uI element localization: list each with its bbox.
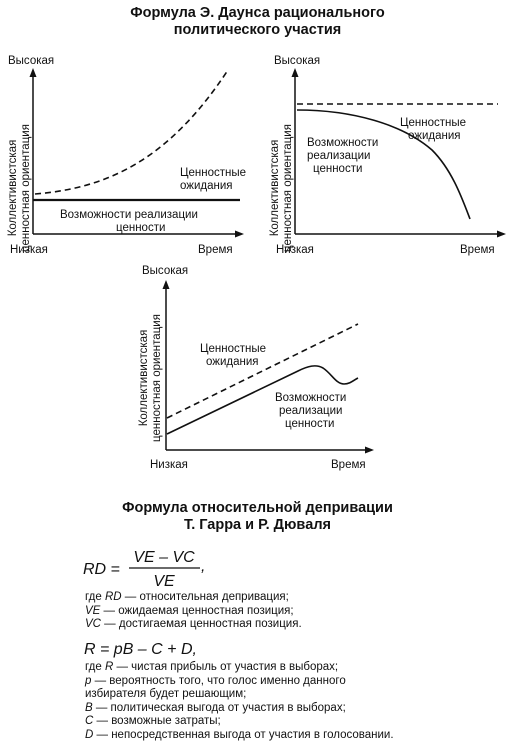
rd-legend-var: RD — [104, 591, 122, 603]
r-legend-var: D — [85, 728, 94, 741]
rd-formula-denominator: VE — [153, 573, 175, 590]
r-legend-var: p — [85, 674, 92, 687]
r-legend-line — [85, 715, 394, 729]
y-axis-title — [269, 124, 294, 252]
rd-legend-text: — достигаемая ценностная позиция. — [100, 618, 302, 631]
r-legend-text: избирателя будет решающим; — [85, 688, 247, 701]
r-legend — [85, 661, 394, 743]
y-axis-arrow — [163, 280, 170, 289]
r-legend-text: — возможные затраты; — [93, 715, 221, 728]
expectations-label-line2: ожидания — [180, 180, 233, 192]
y-axis-title-line1: Коллективистская — [7, 139, 19, 237]
y-axis-title-line2: ценностная ориентация — [282, 124, 294, 252]
possibilities-label-line1: Возможности — [307, 137, 379, 149]
gurr-title — [0, 500, 515, 534]
r-legend-line — [85, 688, 394, 702]
y-axis-title-line2: ценностная ориентация — [151, 314, 163, 442]
expectations-label-line1: Ценностные — [200, 343, 267, 355]
rd-formula-comma: , — [201, 558, 206, 575]
x-axis-low-label: Низкая — [10, 244, 48, 256]
rd-legend-line — [85, 605, 302, 619]
r-legend-var: R — [104, 661, 114, 673]
rd-legend — [85, 591, 302, 632]
x-axis-low-label: Низкая — [276, 244, 314, 256]
x-axis-time-label: Время — [460, 244, 495, 256]
x-axis-arrow — [235, 231, 244, 238]
r-legend-text: — политическая выгода от участия в выборах; — [92, 701, 346, 714]
chart-2 — [262, 48, 515, 258]
r-legend-var: B — [85, 701, 93, 714]
possibilities-label-line3: ценности — [285, 418, 335, 430]
possibilities-label-line2: реализации — [307, 150, 371, 162]
possibilities-label-line1: Возможности реализации — [60, 209, 198, 221]
rd-legend-text: — относительная депривация; — [121, 591, 289, 603]
expectations-label-line2: ожидания — [206, 356, 259, 368]
y-axis-title-line1: Коллективистская — [138, 329, 150, 427]
rd-legend-line — [85, 591, 302, 605]
y-axis-title — [7, 124, 32, 252]
downs-title-line2: политического участия — [173, 22, 342, 38]
x-axis-time-label: Время — [331, 459, 366, 471]
x-axis-arrow — [497, 231, 506, 238]
expectations-label-line2: ожидания — [408, 130, 461, 142]
rd-formula-lhs: RD = — [83, 561, 120, 578]
downs-title-line1: Формула Э. Даунса рационального — [130, 5, 385, 21]
y-axis-title-line2: ценностная ориентация — [20, 124, 32, 252]
rd-legend-text: — ожидаемая ценностная позиция; — [100, 604, 294, 617]
r-legend-text: — чистая прибыль от участия в выборах; — [113, 661, 339, 673]
r-legend-var: C — [85, 715, 94, 728]
y-axis-high-label: Высокая — [142, 265, 189, 277]
downs-title — [0, 5, 515, 39]
possibilities-label-line1: Возможности — [275, 392, 347, 404]
r-legend-text: — непосредственная выгода от участия в голосовании. — [93, 728, 394, 741]
r-legend-line — [85, 729, 394, 743]
rd-legend-pre: где — [85, 591, 105, 603]
possibilities-label-line2: реализации — [279, 405, 343, 417]
chart-1 — [0, 48, 250, 258]
possibilities-label-line2: ценности — [116, 222, 166, 234]
y-axis-title — [138, 314, 163, 442]
rd-formula — [80, 544, 240, 590]
y-axis-title-line1: Коллективистская — [269, 139, 281, 237]
r-legend-text: — вероятность того, что голос именно данного — [91, 674, 346, 687]
expectations-label-line1: Ценностные — [400, 117, 467, 129]
expectations-label-line1: Ценностные — [180, 167, 247, 179]
r-formula: R = pB – C + D, — [84, 641, 197, 658]
r-legend-line — [85, 702, 394, 716]
y-axis-high-label: Высокая — [8, 55, 55, 67]
r-legend-line — [85, 675, 394, 689]
rd-formula-numerator: VE – VC — [133, 549, 195, 566]
chart-3 — [130, 258, 380, 478]
rd-legend-line — [85, 618, 302, 632]
x-axis-low-label: Низкая — [150, 459, 188, 471]
x-axis-time-label: Время — [198, 244, 233, 256]
y-axis-high-label: Высокая — [274, 55, 321, 67]
gurr-title-line2: Т. Гарра и Р. Дювaля — [183, 517, 332, 533]
possibilities-label-line3: ценности — [313, 163, 363, 175]
rd-legend-var: VE — [85, 604, 101, 617]
x-axis-arrow — [365, 447, 374, 454]
rd-legend-var: VC — [85, 618, 101, 631]
y-axis-arrow — [30, 68, 37, 77]
r-legend-pre: где — [85, 661, 105, 673]
r-legend-line — [85, 661, 394, 675]
gurr-title-line1: Формула относительной депривации — [122, 500, 393, 516]
y-axis-arrow — [292, 68, 299, 77]
